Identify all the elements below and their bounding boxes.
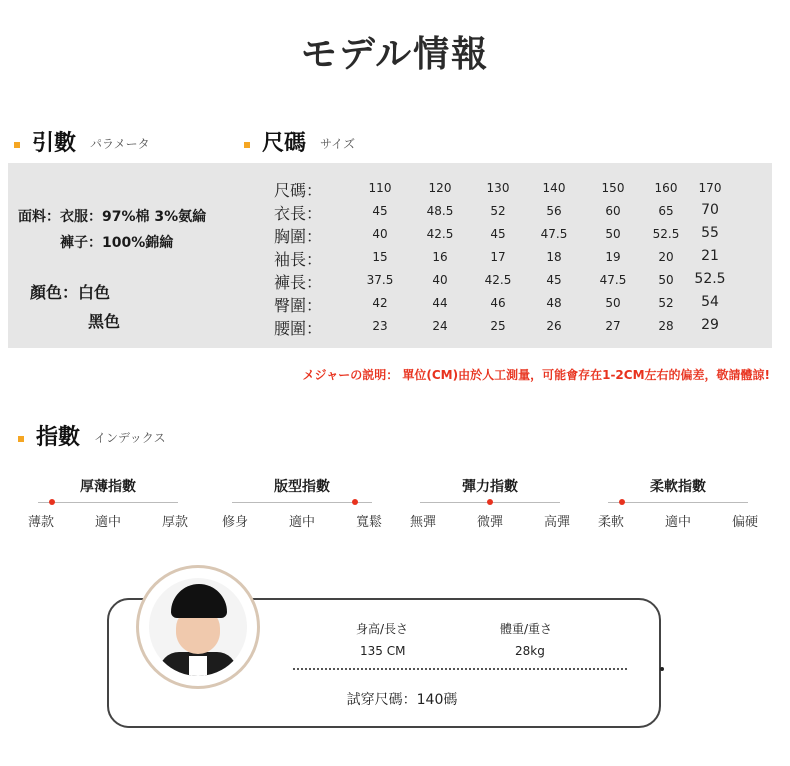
size-cell: 130 <box>486 181 510 195</box>
index-option: 無彈 <box>410 515 437 530</box>
size-cell: 18 <box>546 250 562 264</box>
size-cell: 120 <box>428 181 452 195</box>
size-row <box>270 224 740 246</box>
section-subtitle: パラメータ <box>90 137 150 151</box>
index-scale <box>410 476 570 530</box>
index-marker <box>487 499 493 505</box>
index-option: 修身 <box>222 515 249 530</box>
size-cell: 56 <box>546 204 562 218</box>
size-cell: 60 <box>605 204 621 218</box>
size-cell: 27 <box>605 319 621 333</box>
index-options <box>28 511 188 530</box>
height-label: 身高/長さ <box>356 622 409 636</box>
size-cell: 160 <box>654 181 678 195</box>
size-cell: 150 <box>601 181 625 195</box>
size-cell: 29 <box>701 317 719 333</box>
size-cell: 47.5 <box>599 273 627 287</box>
index-option: 高彈 <box>543 515 570 530</box>
size-row <box>270 247 740 269</box>
index-option: 寬鬆 <box>355 515 382 530</box>
size-cell: 170 <box>698 181 722 195</box>
index-title: 彈力指數 <box>462 479 518 495</box>
size-cell: 15 <box>372 250 388 264</box>
divider <box>293 668 627 670</box>
size-cell: 42 <box>372 296 388 310</box>
section-bullet-icon <box>18 436 24 442</box>
size-cell: 48.5 <box>426 204 454 218</box>
index-title: 版型指數 <box>274 479 330 495</box>
index-option: 偏硬 <box>731 515 758 530</box>
index-option: 薄款 <box>28 515 55 530</box>
size-row-label: 胸圍： <box>273 227 322 246</box>
index-track <box>232 502 372 503</box>
section-title: 引數 <box>32 131 77 156</box>
params-section-header <box>14 126 150 157</box>
size-cell: 45 <box>490 227 506 241</box>
index-options <box>598 511 758 530</box>
size-cell: 45 <box>546 273 562 287</box>
size-cell: 23 <box>372 319 388 333</box>
size-row <box>270 293 740 315</box>
section-subtitle: インデックス <box>94 431 166 445</box>
index-option: 厚款 <box>161 515 188 530</box>
size-row-label: 袖長： <box>273 250 322 269</box>
section-bullet-icon <box>14 142 20 148</box>
page-title: モデル情報 <box>300 34 490 75</box>
material-line: 褲子：100%錦綸 <box>60 235 174 251</box>
size-row-label: 衣長： <box>273 204 322 223</box>
size-cell: 110 <box>368 181 392 195</box>
index-title: 柔軟指數 <box>650 479 706 495</box>
size-cell: 54 <box>701 294 719 310</box>
size-row-label: 臀圍： <box>273 296 322 315</box>
index-options <box>222 511 382 530</box>
section-title: 指數 <box>36 425 81 450</box>
size-cell: 70 <box>701 202 719 218</box>
size-cell: 52.5 <box>652 227 680 241</box>
sizes-section-header <box>244 126 355 157</box>
weight-value: 28kg <box>515 644 545 658</box>
index-track <box>608 502 748 503</box>
weight-label: 體重/重さ <box>500 622 553 636</box>
index-options <box>410 511 570 530</box>
size-cell: 16 <box>432 250 448 264</box>
size-cell: 37.5 <box>366 273 394 287</box>
size-row-label: 腰圍： <box>273 319 322 338</box>
size-cell: 24 <box>432 319 448 333</box>
index-scale <box>598 476 758 530</box>
index-option: 柔軟 <box>598 515 625 530</box>
material-line: 面料：衣服：97%棉 3%氨綸 <box>18 209 207 225</box>
index-scale <box>222 476 382 530</box>
size-cell: 19 <box>605 250 621 264</box>
size-cell: 50 <box>605 227 621 241</box>
section-subtitle: サイズ <box>320 137 356 151</box>
size-cell: 50 <box>605 296 621 310</box>
section-title: 尺碼 <box>262 131 307 156</box>
size-cell: 52 <box>658 296 674 310</box>
index-option: 適中 <box>664 515 691 530</box>
index-track <box>38 502 178 503</box>
model-photo <box>149 578 247 676</box>
index-section-header <box>18 420 166 451</box>
size-cell: 21 <box>701 248 719 264</box>
index-title: 厚薄指數 <box>80 479 136 495</box>
index-option: 微彈 <box>476 515 503 530</box>
size-cell: 140 <box>542 181 566 195</box>
color-line: 顏色：白色 <box>30 283 111 302</box>
size-cell: 46 <box>490 296 506 310</box>
fit-size: 試穿尺碼：140碼 <box>346 692 458 708</box>
size-cell: 20 <box>658 250 674 264</box>
size-cell: 50 <box>658 273 674 287</box>
size-cell: 55 <box>701 225 719 241</box>
size-cell: 28 <box>658 319 674 333</box>
height-value: 135 CM <box>360 644 406 658</box>
size-cell: 42.5 <box>426 227 454 241</box>
size-cell: 40 <box>372 227 388 241</box>
size-cell: 25 <box>490 319 506 333</box>
size-cell: 52 <box>490 204 506 218</box>
measure-note: メジャーの説明： 單位(CM)由於人工測量，可能會存在1-2CM左右的偏差，敬請體諒! <box>302 368 770 382</box>
size-row-label: 褲長： <box>273 273 322 292</box>
size-cell: 44 <box>432 296 448 310</box>
size-row <box>270 201 740 223</box>
index-option: 適中 <box>288 515 315 530</box>
index-marker <box>49 499 55 505</box>
size-cell: 65 <box>658 204 674 218</box>
index-marker <box>352 499 358 505</box>
index-option: 適中 <box>94 515 121 530</box>
size-cell: 52.5 <box>694 271 726 287</box>
card-dot-icon <box>660 667 664 671</box>
size-row <box>270 270 740 292</box>
size-cell: 26 <box>546 319 562 333</box>
size-cell: 40 <box>432 273 448 287</box>
size-cell: 48 <box>546 296 562 310</box>
size-row <box>270 316 740 338</box>
index-marker <box>619 499 625 505</box>
section-bullet-icon <box>244 142 250 148</box>
color-line: 黑色 <box>88 312 121 331</box>
size-cell: 17 <box>490 250 506 264</box>
model-avatar <box>136 565 260 689</box>
index-scale <box>28 476 188 530</box>
size-cell: 45 <box>372 204 388 218</box>
size-cell: 47.5 <box>540 227 568 241</box>
size-row <box>270 178 740 200</box>
size-row-label: 尺碼： <box>273 181 322 200</box>
size-cell: 42.5 <box>484 273 512 287</box>
